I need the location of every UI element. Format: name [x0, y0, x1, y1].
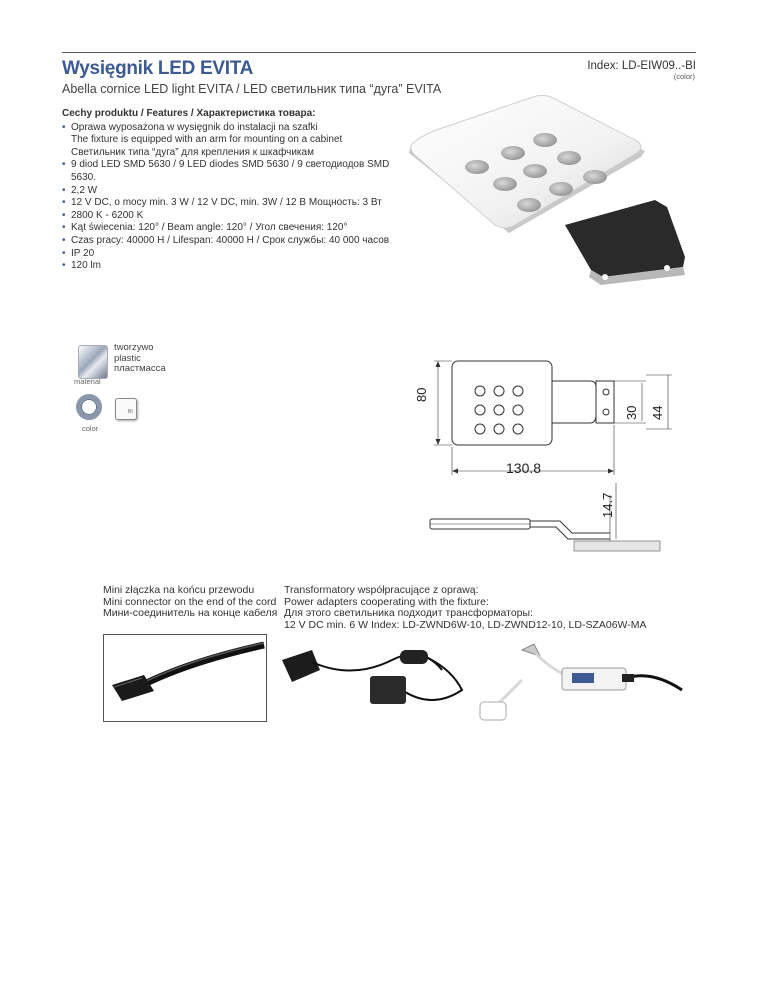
adapter-cable-plug: [480, 644, 572, 720]
feature-item: • Oprawa wyposażona w wysięgnik do instalacji na szafki: [62, 122, 402, 135]
product-image: [405, 85, 695, 290]
feature-item: • 120 lm: [62, 260, 402, 273]
connector-photo: [103, 634, 267, 722]
material-text: tworzywo plastic пластмасса: [114, 342, 166, 374]
color-icon: [76, 394, 102, 420]
feature-item: • Czas pracy: 40000 H / Lifespan: 40000 H / Срок службы: 40 000 часов: [62, 235, 402, 248]
color-label: color: [82, 424, 99, 433]
index-note: (color): [673, 72, 695, 81]
adapters-caption: Transformatory współpracujące z oprawą: Power adapters cooperating with the fixture: Для этого светильника подходит трансформаторы: 12 V DC min. 6 W Index: LD-ZWND6W-10, LD-ZWND12-10, LD-SZA06W-MA: [284, 584, 647, 631]
dim-thickness: 14.7: [600, 492, 615, 518]
dim-width: 130.8: [506, 460, 542, 476]
features-heading: Cechy produktu / Features / Характеристика товара:: [62, 108, 316, 119]
feature-item-continuation: Светильник типа “дуга” для крепления к шкафчикам: [71, 146, 314, 158]
header-rule: [62, 52, 696, 53]
page-title: Wysięgnik LED EVITA: [62, 58, 254, 79]
dim-bracket-outer: 44: [650, 405, 665, 420]
material-icon: [78, 345, 108, 379]
feature-item: • 2800 K - 6200 K: [62, 210, 402, 223]
color-swatch: [115, 398, 137, 420]
dim-height: 80: [414, 387, 429, 402]
feature-item: • 2,2 W: [62, 185, 402, 198]
adapter-dimmer: [370, 650, 462, 704]
adapter-slim: [562, 668, 682, 690]
feature-item: • 12 V DC, o mocy min. 3 W / 12 V DC, min. 3W / 12 В Мощность: 3 Вт: [62, 197, 402, 210]
adapters-photo: [272, 640, 692, 730]
feature-item: • Kąt świecenia: 120° / Beam angle: 120° / Угол свечения: 120°: [62, 222, 402, 235]
feature-item: • IP 20: [62, 248, 402, 261]
material-label: material: [74, 377, 101, 386]
product-index: Index: LD-EIW09..-BI: [587, 60, 696, 72]
page-subtitle: Abella cornice LED light EVITA / LED светильник типа “дуга” EVITA: [62, 82, 442, 96]
dim-bracket-inner: 30: [624, 405, 639, 420]
feature-item-continuation: The fixture is equipped with an arm for mounting on a cabinet: [71, 134, 343, 146]
color-swatch-code: BI: [128, 409, 133, 415]
connector-illustration: [104, 635, 266, 721]
features-list: [62, 108, 402, 273]
feature-item: • 9 diod LED SMD 5630 / 9 LED diodes SMD 5630 / 9 светодиодов SMD 5630.: [62, 159, 402, 184]
connector-caption: Mini złączka na końcu przewodu Mini connector on the end of the cord Мини-соединитель на конце кабеля: [103, 584, 278, 619]
technical-drawing: [410, 355, 680, 560]
